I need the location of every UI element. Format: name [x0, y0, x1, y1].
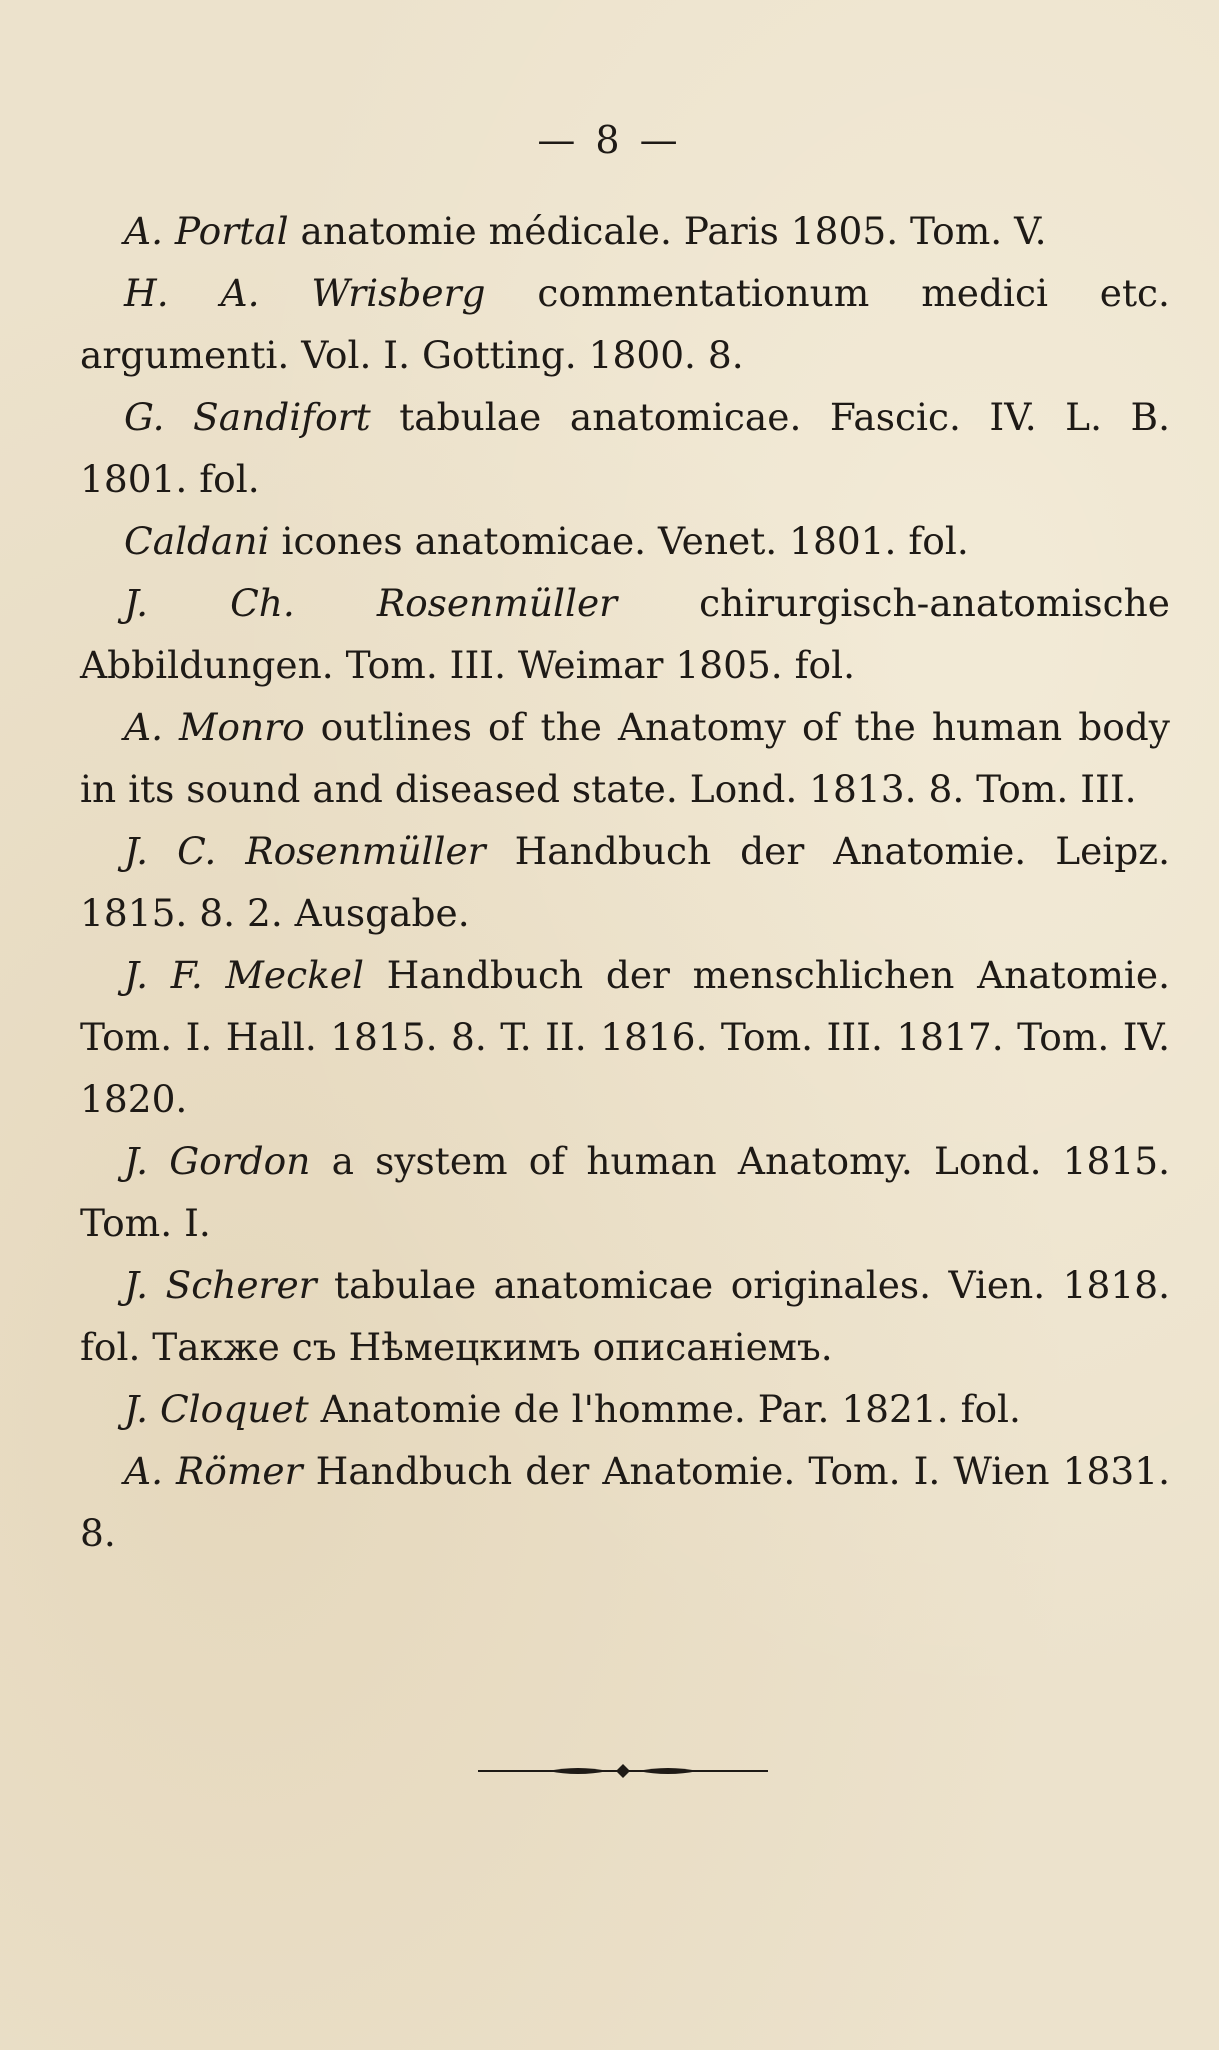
entry-text: chirurgisch-anatomische Abbildungen. Tom. III. Weimar 1805. fol.: [80, 581, 1170, 687]
entry-author: H. A. Wrisberg: [124, 271, 486, 315]
end-ornament: [478, 1756, 768, 1786]
entry-text: anatomie médicale. Paris 1805. Tom. V.: [288, 209, 1047, 253]
bibliography-entry: [80, 944, 1170, 1130]
bibliography-entry: [80, 696, 1170, 820]
entry-author: Caldani: [124, 519, 270, 563]
entry-author: J. Cloquet: [124, 1387, 309, 1431]
entry-author: A. Römer: [124, 1449, 303, 1493]
entry-text: tabulae anatomicae originales. Vien. 1818. fol. Также съ Нѣмецкимъ описаніемъ.: [80, 1263, 1171, 1369]
bibliography-entry: [80, 1130, 1170, 1254]
page-number: — 8 —: [537, 118, 682, 162]
entry-author: G. Sandifort: [124, 395, 371, 439]
entry-text: icones anatomicae. Venet. 1801. fol.: [269, 519, 969, 563]
entry-author: A. Monro: [124, 705, 305, 749]
entry-author: J. Gordon: [124, 1139, 311, 1183]
entry-text: Anatomie de l'homme. Par. 1821. fol.: [308, 1387, 1021, 1431]
bibliography-entry: [80, 1254, 1170, 1378]
bibliography-entry: [80, 1440, 1170, 1564]
bibliography-entry: [80, 200, 1170, 262]
entry-text: tabulae anatomicae. Fascic. IV. L. B. 1801. fol.: [80, 395, 1170, 501]
entry-author: J. Scherer: [124, 1263, 317, 1307]
bibliography-entry: [80, 820, 1170, 944]
entry-text: Handbuch der Anatomie. Tom. I. Wien 1831. 8.: [80, 1449, 1170, 1555]
entry-text: commentationum medici etc. argumenti. Vol. I. Gotting. 1800. 8.: [80, 271, 1170, 377]
bibliography-entry: [80, 262, 1170, 386]
entry-author: J. F. Meckel: [124, 953, 364, 997]
bibliography-entry: [80, 386, 1170, 510]
entry-text: a system of human Anatomy. Lond. 1815. Tom. I.: [80, 1139, 1171, 1245]
bibliography-entry: [80, 572, 1170, 696]
entry-author: J. C. Rosenmüller: [124, 829, 486, 873]
entry-text: Handbuch der Anatomie. Leipz. 1815. 8. 2. Ausgabe.: [80, 829, 1170, 935]
bibliography-list: [80, 200, 1170, 1564]
bibliography-entry: [80, 1378, 1170, 1440]
entry-author: A. Portal: [124, 209, 289, 253]
entry-text: outlines of the Anatomy of the human body in its sound and diseased state. Lond. 1813. 8. Tom. III.: [80, 705, 1170, 811]
entry-text: Handbuch der menschlichen Anatomie. Tom. I. Hall. 1815. 8. T. II. 1816. Tom. III. 1817. Tom. IV. 1820.: [80, 953, 1170, 1121]
entry-author: J. Ch. Rosenmüller: [124, 581, 618, 625]
bibliography-entry: [80, 510, 1170, 572]
